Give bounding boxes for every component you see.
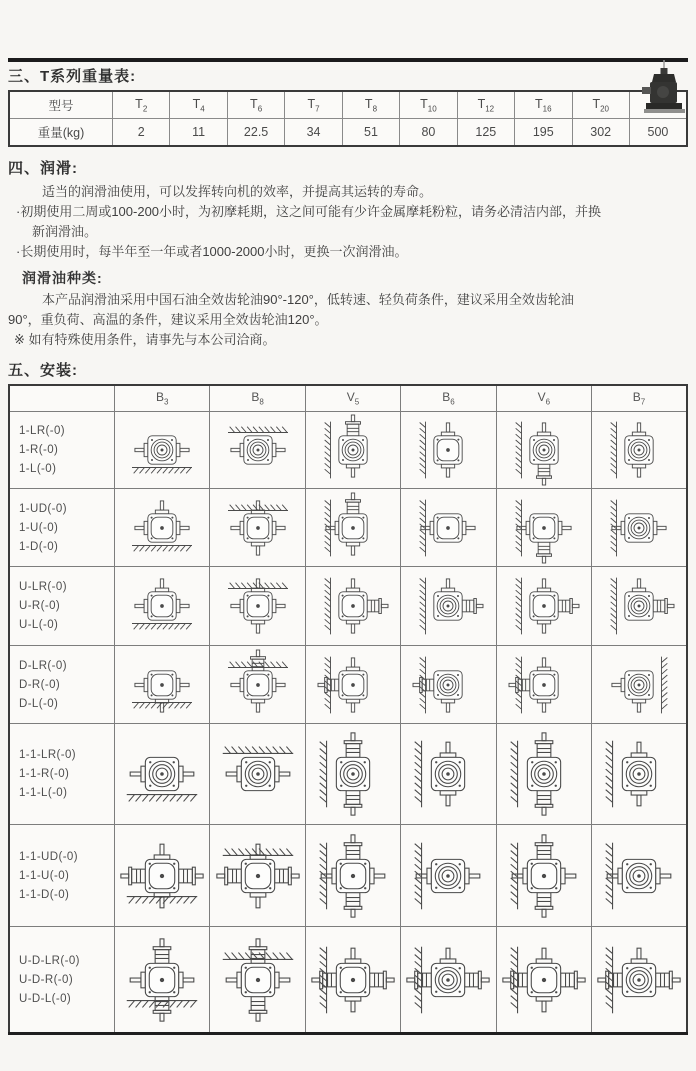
mount-diagram-cell	[401, 927, 496, 1034]
model-header: $T_7$	[285, 91, 342, 119]
lubricant-types-text-block	[0, 290, 696, 350]
install-row	[9, 412, 687, 489]
mount-diagram-cell	[401, 646, 496, 724]
mount-diagram-cell	[592, 567, 687, 646]
gearbox-mount-diagram	[306, 832, 400, 920]
section-install-title: 五、安装:	[8, 362, 78, 379]
mount-diagram-cell	[592, 646, 687, 724]
text-line: 90°，重负荷、高温的条件，建议采用全效齿轮油120°。	[8, 312, 328, 327]
gearbox-mount-diagram	[592, 571, 686, 641]
gearbox-mount-diagram	[211, 730, 305, 818]
text-line: ·长期使用时，每半年至一年或者1000-2000小时，更换一次润滑油。	[16, 244, 408, 259]
lubricant-types-title: 润滑油种类:	[22, 270, 103, 286]
weight-value: 2	[113, 119, 170, 147]
model-header: $T_2$	[113, 91, 170, 119]
model-code-cell	[9, 412, 115, 489]
gearbox-mount-diagram	[115, 571, 209, 641]
model-header: $T_{12}$	[457, 91, 514, 119]
mount-diagram-cell	[592, 489, 687, 567]
gearbox-mount-diagram	[401, 571, 495, 641]
mount-diagram-cell	[401, 489, 496, 567]
gearbox-mount-diagram	[497, 571, 591, 641]
mount-diagram-cell	[305, 646, 400, 724]
model-code-cell	[9, 489, 115, 567]
mount-diagram-cell	[210, 412, 305, 489]
mount-position-header: $B_8$	[210, 385, 305, 412]
mount-diagram-cell	[210, 489, 305, 567]
gearbox-mount-diagram	[115, 730, 209, 818]
mount-diagram-cell	[401, 567, 496, 646]
install-row	[9, 724, 687, 825]
mount-position-header: $V_6$	[496, 385, 591, 412]
text-line: ※ 如有特殊使用条件，请事先与本公司洽商。	[14, 332, 276, 347]
model-code-label: D-R(-0)	[19, 678, 61, 691]
mount-diagram-cell	[210, 724, 305, 825]
model-code-cell	[9, 567, 115, 646]
model-code-label: U-L(-0)	[19, 619, 59, 631]
mount-diagram-cell	[115, 567, 210, 646]
weight-table	[8, 90, 688, 147]
model-code-label: 1-1-UD(-0)	[19, 850, 78, 863]
weight-value: 500	[629, 119, 687, 147]
model-code-label: 1-1-LR(-0)	[19, 749, 77, 761]
gearbox-mount-diagram	[115, 832, 209, 920]
mount-diagram-cell	[592, 825, 687, 927]
section-lubrication-title: 四、润滑:	[8, 160, 78, 177]
mount-position-header: $V_5$	[305, 385, 400, 412]
mount-diagram-cell	[115, 927, 210, 1034]
install-row	[9, 489, 687, 567]
model-code-label: 1-LR(-0)	[19, 425, 66, 437]
lubrication-text-block	[0, 182, 696, 262]
gearbox-mount-diagram	[497, 650, 591, 720]
mount-diagram-cell	[496, 567, 591, 646]
gearbox-mount-diagram	[211, 415, 305, 485]
model-code-label: 1-1-D(-0)	[19, 888, 70, 901]
text-line: 适当的润滑油使用，可以发挥转向机的效率，并提高其运转的寿命。	[42, 184, 433, 199]
mount-diagram-cell	[401, 412, 496, 489]
gearbox-mount-diagram	[306, 934, 400, 1026]
gearbox-mount-diagram	[401, 832, 495, 920]
model-code-label: D-LR(-0)	[19, 659, 67, 672]
mount-diagram-cell	[496, 825, 591, 927]
gearbox-mount-diagram	[306, 650, 400, 720]
model-code-label: 1-D(-0)	[19, 540, 59, 553]
gearbox-mount-diagram	[211, 650, 305, 720]
text-line: 本产品润滑油采用中国石油全效齿轮油90°-120°，低转速、轻负荷条件，建议采用全效齿轮油	[42, 292, 574, 307]
weight-value: 302	[572, 119, 629, 147]
install-table-corner	[9, 385, 115, 412]
mount-diagram-cell	[210, 567, 305, 646]
model-code-label: 1-UD(-0)	[19, 502, 67, 515]
gearbox-mount-diagram	[401, 493, 495, 563]
gearbox-mount-diagram	[115, 650, 209, 720]
mount-diagram-cell	[592, 927, 687, 1034]
install-row	[9, 646, 687, 724]
gearbox-mount-diagram	[497, 934, 591, 1026]
weight-value: 34	[285, 119, 342, 147]
mount-diagram-cell	[305, 489, 400, 567]
model-code-cell	[9, 724, 115, 825]
gearbox-mount-diagram	[115, 934, 209, 1026]
weight-value: 195	[515, 119, 572, 147]
mount-diagram-cell	[305, 825, 400, 927]
model-code-label: 1-U(-0)	[19, 521, 59, 534]
model-column-label: 型号	[9, 91, 113, 119]
mount-position-header: $B_3$	[115, 385, 210, 412]
mount-diagram-cell	[305, 927, 400, 1034]
mount-diagram-cell	[305, 412, 400, 489]
mount-diagram-cell	[210, 646, 305, 724]
section-weight-title: 三、T系列重量表:	[8, 68, 137, 85]
gearbox-mount-diagram	[497, 415, 591, 485]
mount-diagram-cell	[496, 927, 591, 1034]
install-row	[9, 927, 687, 1034]
gearbox-product-photo	[640, 60, 688, 116]
model-code-cell	[9, 825, 115, 927]
model-code-label: 1-1-L(-0)	[19, 787, 68, 799]
weight-row-label: 重量(kg)	[9, 119, 113, 147]
model-header: $T_8$	[342, 91, 399, 119]
gearbox-mount-diagram	[211, 832, 305, 920]
mount-diagram-cell	[401, 825, 496, 927]
model-header: $T_4$	[170, 91, 227, 119]
mount-diagram-cell	[115, 489, 210, 567]
gearbox-mount-diagram	[115, 493, 209, 563]
model-header: $T_{10}$	[400, 91, 457, 119]
weight-value: 22.5	[227, 119, 284, 147]
gearbox-mount-diagram	[211, 934, 305, 1026]
model-code-label: 1-R(-0)	[19, 444, 59, 456]
gearbox-mount-diagram	[401, 730, 495, 818]
mount-diagram-cell	[115, 825, 210, 927]
model-code-label: U-LR(-0)	[19, 581, 67, 593]
model-code-label: U-D-LR(-0)	[19, 954, 80, 967]
gearbox-mount-diagram	[306, 571, 400, 641]
mount-diagram-cell	[305, 724, 400, 825]
mount-diagram-cell	[592, 724, 687, 825]
gearbox-mount-diagram	[306, 415, 400, 485]
model-header: $T_{16}$	[515, 91, 572, 119]
gearbox-mount-diagram	[592, 650, 686, 720]
model-code-cell	[9, 927, 115, 1034]
text-line: 新润滑油。	[32, 224, 98, 239]
model-code-label: 1-1-U(-0)	[19, 869, 70, 882]
mount-diagram-cell	[115, 724, 210, 825]
model-header: $T_{20}$	[572, 91, 629, 119]
gearbox-mount-diagram	[115, 415, 209, 485]
mount-diagram-cell	[496, 412, 591, 489]
model-header: $T_6$	[227, 91, 284, 119]
gearbox-mount-diagram	[592, 832, 686, 920]
mount-diagram-cell	[115, 646, 210, 724]
model-code-label: U-R(-0)	[19, 600, 61, 612]
mount-position-header: $B_7$	[592, 385, 687, 412]
gearbox-mount-diagram	[211, 571, 305, 641]
gearbox-mount-diagram	[497, 832, 591, 920]
mount-diagram-cell	[210, 825, 305, 927]
gearbox-mount-diagram	[401, 415, 495, 485]
mount-diagram-cell	[496, 646, 591, 724]
mount-position-header: $B_6$	[401, 385, 496, 412]
gearbox-photo-graphic	[640, 60, 688, 116]
gearbox-mount-diagram	[211, 493, 305, 563]
gearbox-mount-diagram	[306, 730, 400, 818]
model-code-cell	[9, 646, 115, 724]
gearbox-mount-diagram	[401, 934, 495, 1026]
install-row	[9, 567, 687, 646]
mount-diagram-cell	[115, 412, 210, 489]
gearbox-mount-diagram	[306, 493, 400, 563]
gearbox-mount-diagram	[592, 730, 686, 818]
model-code-label: 1-L(-0)	[19, 463, 57, 475]
weight-value: 51	[342, 119, 399, 147]
mount-diagram-cell	[305, 567, 400, 646]
model-code-label: D-L(-0)	[19, 697, 59, 710]
gearbox-mount-diagram	[592, 934, 686, 1026]
mount-diagram-cell	[496, 489, 591, 567]
install-row	[9, 825, 687, 927]
weight-value: 125	[457, 119, 514, 147]
gearbox-mount-diagram	[497, 493, 591, 563]
mount-diagram-cell	[210, 927, 305, 1034]
weight-value: 80	[400, 119, 457, 147]
top-divider-rule	[8, 58, 688, 62]
gearbox-mount-diagram	[497, 730, 591, 818]
mount-diagram-cell	[401, 724, 496, 825]
mount-diagram-cell	[496, 724, 591, 825]
model-code-label: U-D-R(-0)	[19, 973, 74, 986]
gearbox-mount-diagram	[592, 415, 686, 485]
weight-value: 11	[170, 119, 227, 147]
model-code-label: 1-1-R(-0)	[19, 768, 70, 780]
mount-diagram-cell	[592, 412, 687, 489]
model-code-label: U-D-L(-0)	[19, 992, 72, 1005]
install-table	[8, 384, 688, 1035]
text-line: ·初期使用二周或100-200小时，为初摩耗期，这之间可能有少许金属摩耗粉粒，请务必清洁内部，并换	[16, 204, 602, 219]
gearbox-mount-diagram	[592, 493, 686, 563]
gearbox-mount-diagram	[401, 650, 495, 720]
